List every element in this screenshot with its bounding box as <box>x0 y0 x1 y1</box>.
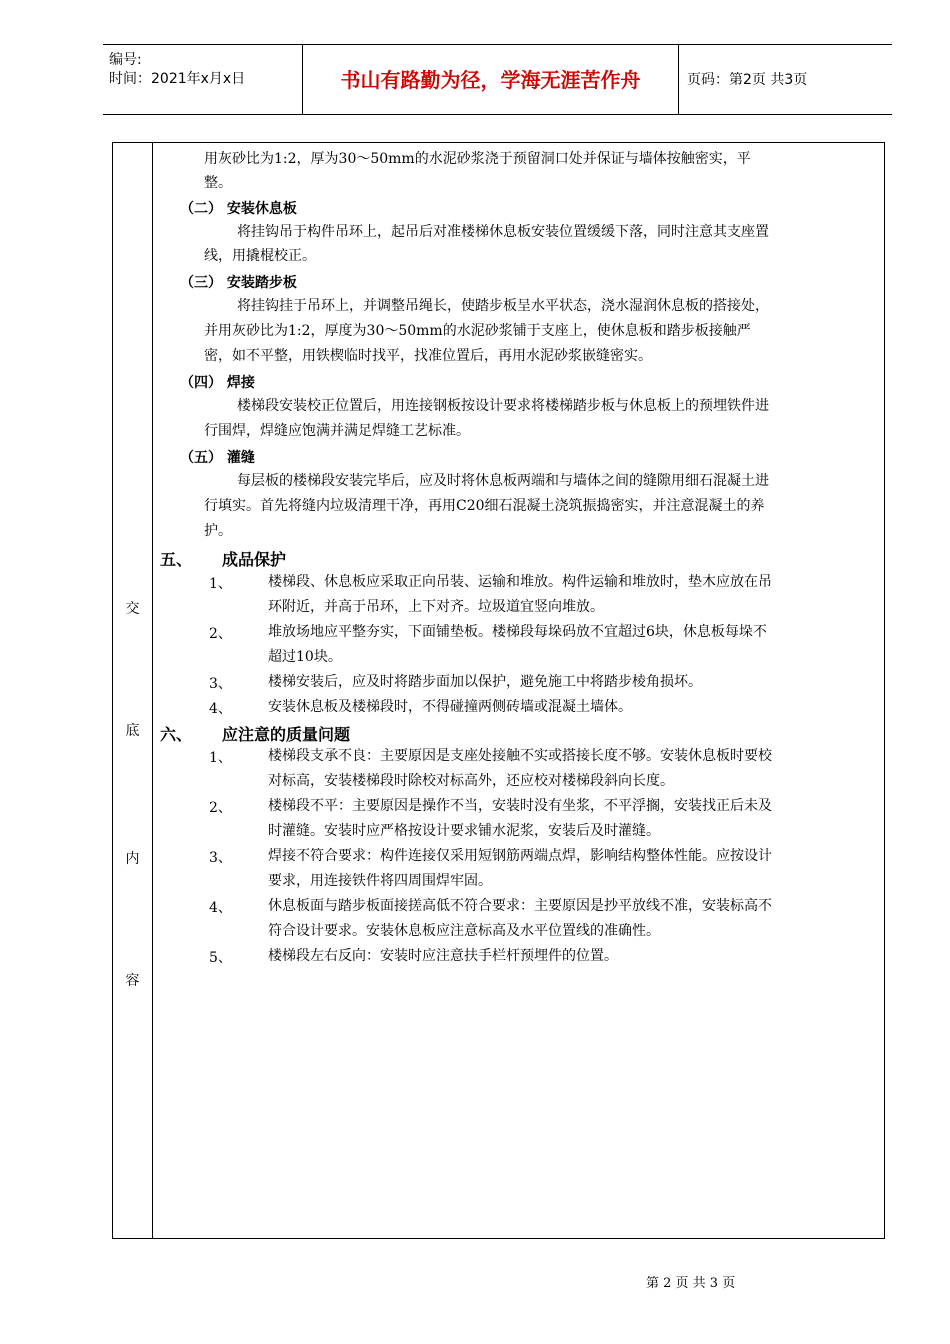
page-header <box>103 44 892 115</box>
column-divider <box>152 143 153 1238</box>
section-title: 成品保护 <box>222 550 287 569</box>
subsection-title: （五） 灌缝 <box>180 450 255 466</box>
paragraph-line: 线，用撬棍校正。 <box>204 248 316 264</box>
side-label-char: 内 <box>125 851 140 867</box>
item-number: 3、 <box>209 676 232 692</box>
item-line: 安装休息板及楼梯段时，不得碰撞两侧砖墙或混凝土墙体。 <box>268 699 632 715</box>
item-line: 时灌缝。安装时应严格按设计要求铺水泥浆，安装后及时灌缝。 <box>268 823 660 839</box>
item-number: 5、 <box>209 950 232 966</box>
header-divider <box>678 45 679 114</box>
item-line: 对标高，安装楼梯段时除校对标高外，还应校对楼梯段斜向长度。 <box>268 773 674 789</box>
subsection-title: （二） 安装休息板 <box>180 201 297 217</box>
paragraph-line: 用灰砂比为1:2，厚为30～50mm的水泥砂浆浇于预留洞口处并保证与墙体按触密实，平 <box>204 151 751 167</box>
paragraph-line: 每层板的楼梯段安装完毕后，应及时将休息板两端和与墙体之间的缝隙用细石混凝土进 <box>237 473 769 489</box>
paragraph-line: 楼梯段安装校正位置后，用连接钢板按设计要求将楼梯踏步板与休息板上的预埋铁件进 <box>237 398 769 414</box>
item-number: 4、 <box>209 701 232 717</box>
number-label: 编号: <box>109 52 142 68</box>
item-line: 楼梯段左右反向：安装时应注意扶手栏杆预埋件的位置。 <box>268 948 618 964</box>
paragraph-line: 护。 <box>204 523 232 539</box>
paragraph-line: 将挂钩吊于构件吊环上，起吊后对准楼梯休息板安装位置缓缓下落，同时注意其支座置 <box>237 224 769 240</box>
item-number: 3、 <box>209 850 232 866</box>
paragraph-line: 行围焊，焊缝应饱满并满足焊缝工艺标准。 <box>204 423 470 439</box>
item-number: 2、 <box>209 626 232 642</box>
header-motto: 书山有路勤为径，学海无涯苦作舟 <box>340 68 641 92</box>
section-title: 应注意的质量问题 <box>222 725 351 744</box>
item-line: 楼梯段不平：主要原因是操作不当，安装时没有坐浆，不平浮搁，安装找正后未及 <box>268 798 772 814</box>
item-line: 符合设计要求。安装休息板应注意标高及水平位置线的准确性。 <box>268 923 660 939</box>
item-line: 焊接不符合要求：构件连接仅采用短钢筋两端点焊，影响结构整体性能。应按设计 <box>268 848 772 864</box>
side-label-char: 交 <box>125 601 140 617</box>
time-label: 时间：2021年x月x日 <box>109 71 246 87</box>
item-line: 休息板面与踏步板面接搓高低不符合要求：主要原因是抄平放线不准，安装标高不 <box>268 898 772 914</box>
page-footer: 第 2 页 共 3 页 <box>646 1276 736 1291</box>
paragraph-line: 行填实。首先将缝内垃圾清理干净，再用C20细石混凝土浇筑振捣密实，并注意混凝土的养 <box>204 498 765 514</box>
item-line: 要求，用连接铁件将四周围焊牢固。 <box>268 873 492 889</box>
item-number: 4、 <box>209 900 232 916</box>
side-label-char: 容 <box>125 973 140 989</box>
section-number: 六、 <box>160 725 193 744</box>
item-line: 环附近，并高于吊环，上下对齐。垃圾道宜竖向堆放。 <box>268 599 604 615</box>
paragraph-line: 并用灰砂比为1:2，厚度为30～50mm的水泥砂浆铺于支座上，使休息板和踏步板接触严 <box>204 323 751 339</box>
paragraph-line: 密，如不平整，用铁楔临时找平，找准位置后，再用水泥砂浆嵌缝密实。 <box>204 348 652 364</box>
item-line: 楼梯段支承不良：主要原因是支座处接触不实或搭接长度不够。安装休息板时要校 <box>268 748 772 764</box>
item-number: 1、 <box>209 576 232 592</box>
section-number: 五、 <box>160 550 193 569</box>
item-number: 2、 <box>209 800 232 816</box>
item-line: 堆放场地应平整夯实，下面铺垫板。楼梯段每垛码放不宜超过6块，休息板每垛不 <box>268 624 767 640</box>
subsection-title: （四） 焊接 <box>180 375 255 391</box>
header-meta <box>109 51 245 89</box>
header-page-label: 页码：第2页 共3页 <box>687 72 808 88</box>
side-label-char: 底 <box>125 723 140 739</box>
paragraph-line: 整。 <box>204 175 232 191</box>
item-number: 1、 <box>209 750 232 766</box>
subsection-title: （三） 安装踏步板 <box>180 275 297 291</box>
item-line: 超过10块。 <box>268 649 342 665</box>
paragraph-line: 将挂钩挂于吊环上，并调整吊绳长，使踏步板呈水平状态，浇水湿润休息板的搭接处， <box>237 298 769 314</box>
item-line: 楼梯安装后，应及时将踏步面加以保护，避免施工中将踏步棱角损坏。 <box>268 674 702 690</box>
item-line: 楼梯段、休息板应采取正向吊装、运输和堆放。构件运输和堆放时，垫木应放在吊 <box>268 574 772 590</box>
